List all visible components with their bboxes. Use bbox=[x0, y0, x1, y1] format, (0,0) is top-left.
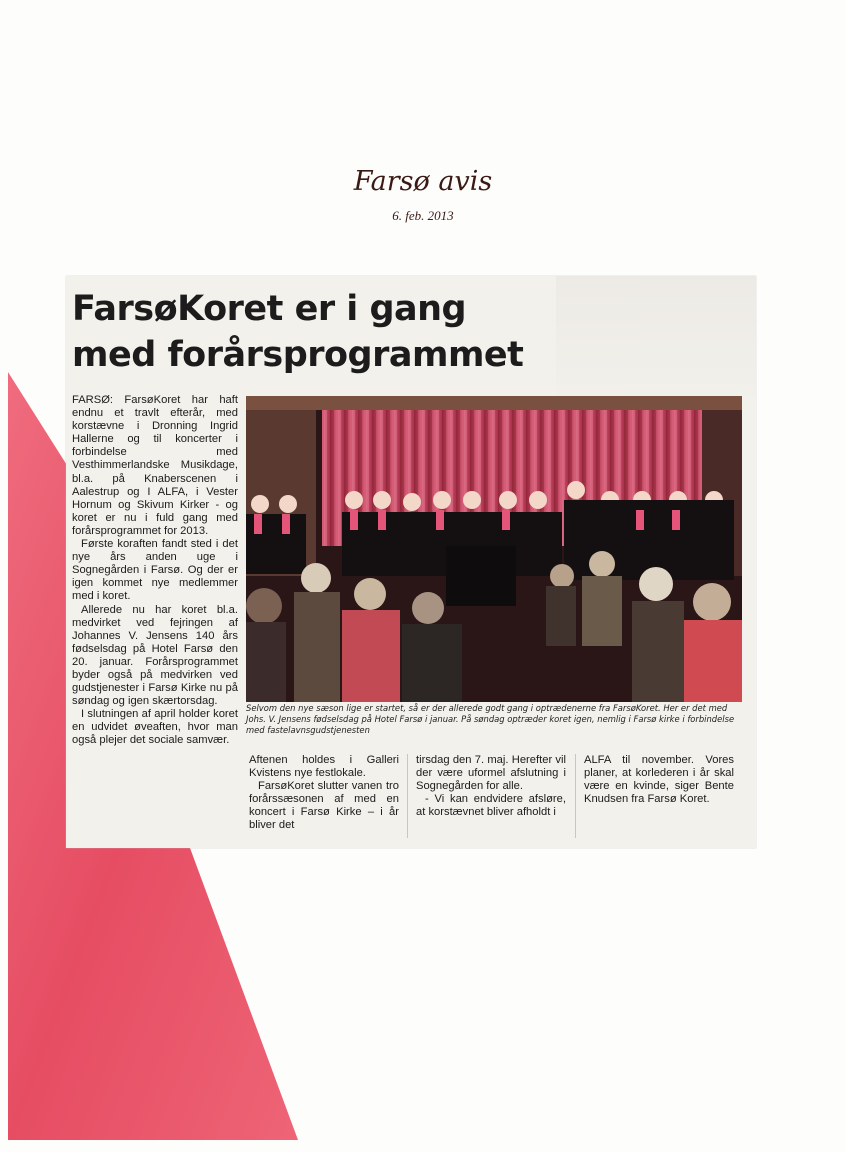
paragraph: - Vi kan endvidere afsløre, at korstævnet bliver afholdt i bbox=[416, 793, 566, 819]
headline-line-1: FarsøKoret er i gang bbox=[72, 289, 467, 329]
paragraph: Første koraften fandt sted i det nye års anden uge i Sognegården i Farsø. Og der er igen kommet nye medlemmer med i koret. bbox=[72, 538, 238, 603]
choir-photo bbox=[246, 396, 742, 702]
paragraph: I slutningen af april holder koret en udvidet øveaften, hvor man også plejer det sociale samvær. bbox=[72, 708, 238, 747]
faded-ad-text: ⠀ bbox=[424, 722, 448, 755]
column-rule bbox=[575, 754, 576, 838]
column-rule bbox=[407, 754, 408, 838]
article-column-2 bbox=[416, 754, 566, 819]
article-headline bbox=[72, 286, 592, 378]
article-column-3 bbox=[584, 754, 734, 806]
paragraph: Aftenen holdes i Galleri Kvistens nye festlokale. bbox=[249, 754, 399, 780]
paragraph: FarsøKoret slutter vanen tro forårssæsonen af med en koncert i Farsø Kirke – i år bliver det bbox=[249, 780, 399, 832]
choir-concert-image bbox=[246, 396, 742, 702]
headline-line-2: med forårsprogrammet bbox=[72, 335, 524, 375]
publication-date: 6. feb. 2013 bbox=[392, 208, 454, 223]
photo-caption: Selvom den nye sæson lige er startet, så er der allerede godt gang i optrædenerne fra FarsøKoret. Her er det med Johs. V. Jensens fødselsdag på Hotel Farsø i januar. På søndag optræder koret igen, nemlig i Farsø kirke i forbindelse med fastelavnsgudstjenesten bbox=[246, 703, 735, 735]
article-column-1 bbox=[249, 754, 399, 833]
paragraph: Allerede nu har koret bl.a. medvirket ved fejringen af Johannes V. Jensens 140 års fødselsdag på Hotel Farsø den 20. januar. Forårsprogrammet byder også på medvirken ved gudstjenester i Farsø Kirke nu på søndag og igen skærtorsdag. bbox=[72, 603, 238, 708]
paragraph: tirsdag den 7. maj. Herefter vil der være uformel afslutning i Sognegården for alle. bbox=[416, 754, 566, 793]
article-left-column bbox=[72, 394, 238, 748]
paragraph: FARSØ: FarsøKoret har haft endnu et travlt efterår, med korstævne i Dronning Ingrid Hallerne og til koncerter i forbindelse med Vesthimmerlandske Musikdage, bl.a. på Knaberscenen i Aalestrup og I ALFA, i Vester Hornum og Skivum Kirker - og koret er nu i fuld gang med forårsprogrammet for 2013. bbox=[72, 394, 238, 537]
masthead: Farsø avis bbox=[353, 166, 493, 197]
paragraph: ALFA til november. Vores planer, at korlederen i år skal være en kvinde, siger Bente Knudsen fra Farsø Koret. bbox=[584, 754, 734, 806]
newspaper-clipping bbox=[66, 276, 756, 848]
